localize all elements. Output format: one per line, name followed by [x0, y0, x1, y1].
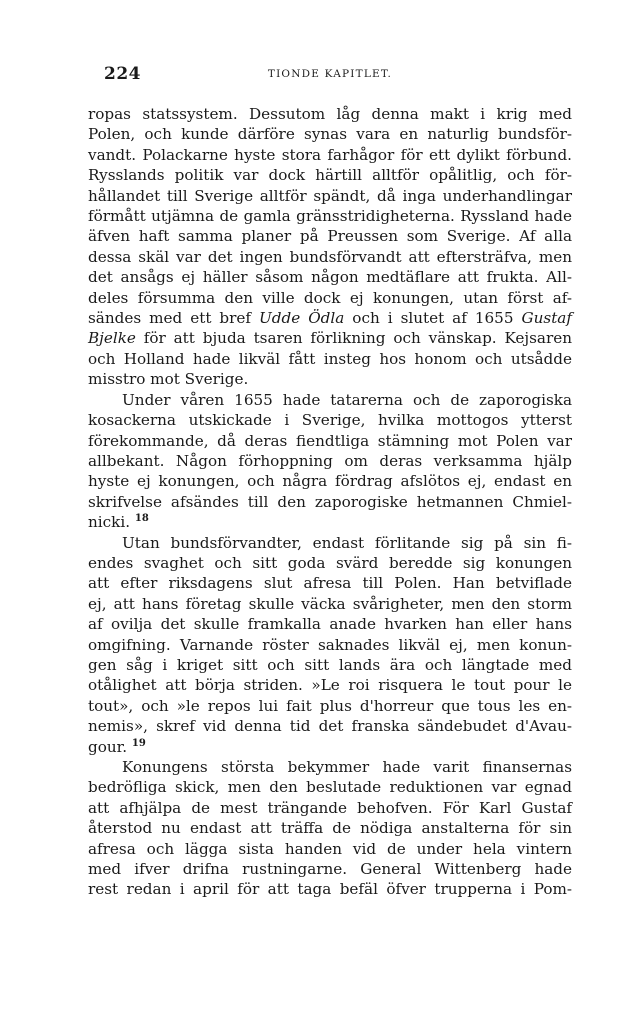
- text-line: misstro mot Sverige.: [88, 370, 249, 389]
- text-line: återstod nu endast att träffa de nödiga anstalterna för sin: [88, 819, 572, 838]
- text-segment: för att bjuda tsaren förlikning och vänskap. Kejsaren: [135, 329, 572, 348]
- text-segment: och i slutet af 1655: [344, 309, 522, 328]
- text-line: [88, 737, 572, 757]
- page-header: [88, 64, 572, 88]
- text-line: otålighet att börja striden. »Le roi risquera le tout pour le: [88, 676, 572, 695]
- text-line: Polen, och kunde därföre synas vara en naturlig bundsför-: [88, 125, 572, 144]
- text-line: ropas statssystem. Dessutom låg denna makt i krig med: [88, 105, 572, 123]
- text-line: tout», och »le repos lui fait plus d'horreur que tous les en-: [88, 696, 572, 715]
- text-line: hållandet till Sverige alltför spändt, då inga underhandlingar: [88, 186, 572, 205]
- text-line: äfven haft samma planer på Preussen som Sverige. Af alla: [88, 227, 572, 246]
- text-line: skrifvelse afsändes till den zaporogiske hetmannen Chmiel-: [88, 492, 572, 511]
- paragraph-4: [88, 757, 572, 900]
- footnote-marker: 18: [134, 513, 149, 525]
- italic-name: Udde Ödla: [259, 309, 345, 328]
- italic-name: Bjelke: [88, 329, 136, 348]
- text-line: kosackerna utskickade i Sverige, hvilka mottogos ytterst: [88, 411, 572, 430]
- text-line: [88, 512, 572, 532]
- text-line: dessa skäl var det ingen bundsförvandt att eftersträfva, men: [88, 247, 572, 266]
- text-line: hyste ej konungen, och några fördrag afslötos ej, endast en: [88, 472, 572, 491]
- text-line: bedröfliga skick, men den beslutade reduktionen var egnad: [88, 778, 572, 797]
- text-line: att afhjälpa de mest trängande behofven. För Karl Gustaf: [88, 798, 572, 817]
- text-line: vandt. Polackarne hyste stora farhågor för ett dylikt förbund.: [88, 145, 572, 164]
- paragraph-1: [88, 104, 572, 390]
- text-line: omgifning. Varnande röster saknades likväl ej, men konun-: [88, 635, 572, 654]
- text-line: gen såg i kriget sitt och sitt lands ära och längtade med: [88, 655, 572, 674]
- text-line: ej, att hans företag skulle väcka svårigheter, men den storm: [88, 594, 572, 613]
- text-line: endes svaghet och sitt goda svärd beredde sig konungen: [88, 553, 572, 572]
- text-line: förmått utjämna de gamla gränsstridigheterna. Ryssland hade: [88, 207, 572, 226]
- text-line: förekommande, då deras fiendtliga stämning mot Polen var: [88, 431, 572, 450]
- text-line: Under våren 1655 hade tatarerna och de zaporogiska: [122, 390, 572, 409]
- text-line: nemis», skref vid denna tid det franska sändebudet d'Avau-: [88, 717, 572, 736]
- body-text: [88, 104, 572, 900]
- book-page: [88, 64, 572, 900]
- text-line: Konungens största bekymmer hade varit finansernas: [122, 758, 572, 776]
- running-head: TIONDE KAPITLET.: [267, 68, 393, 80]
- text-line: af ovilja det skulle framkalla anade hvarken han eller hans: [88, 615, 572, 634]
- page-number: 224: [104, 64, 141, 84]
- text-line: det ansågs ej häller såsom någon medtäflare att frukta. All-: [88, 268, 572, 287]
- text-line: och Holland hade likväl fått insteg hos honom och utsådde: [88, 349, 572, 368]
- text-segment: gour.: [88, 737, 128, 756]
- paragraph-2: [88, 390, 572, 533]
- text-line: afresa och lägga sista handen vid de under hela vintern: [88, 839, 572, 858]
- text-line: [88, 308, 572, 328]
- text-segment: sändes med ett bref: [88, 309, 259, 328]
- text-line: Utan bundsförvandter, endast förlitande sig på sin fi-: [122, 533, 572, 552]
- text-line: allbekant. Någon förhoppning om deras verksamma hjälp: [88, 451, 572, 470]
- text-line: [88, 328, 572, 348]
- text-line: att efter riksdagens slut afresa till Polen. Han betviflade: [88, 574, 572, 593]
- italic-name: Gustaf: [521, 309, 572, 328]
- footnote-marker: 19: [131, 737, 146, 749]
- paragraph-3: [88, 533, 572, 757]
- text-segment: nicki.: [88, 513, 131, 532]
- text-line: rest redan i april för att taga befäl öfver trupperna i Pom-: [88, 880, 572, 899]
- text-line: med ifver drifna rustningarne. General Wittenberg hade: [88, 860, 572, 879]
- text-line: deles försumma den ville dock ej konungen, utan först af-: [88, 288, 572, 307]
- text-line: Rysslands politik var dock härtill alltför opålitlig, och för-: [88, 166, 572, 185]
